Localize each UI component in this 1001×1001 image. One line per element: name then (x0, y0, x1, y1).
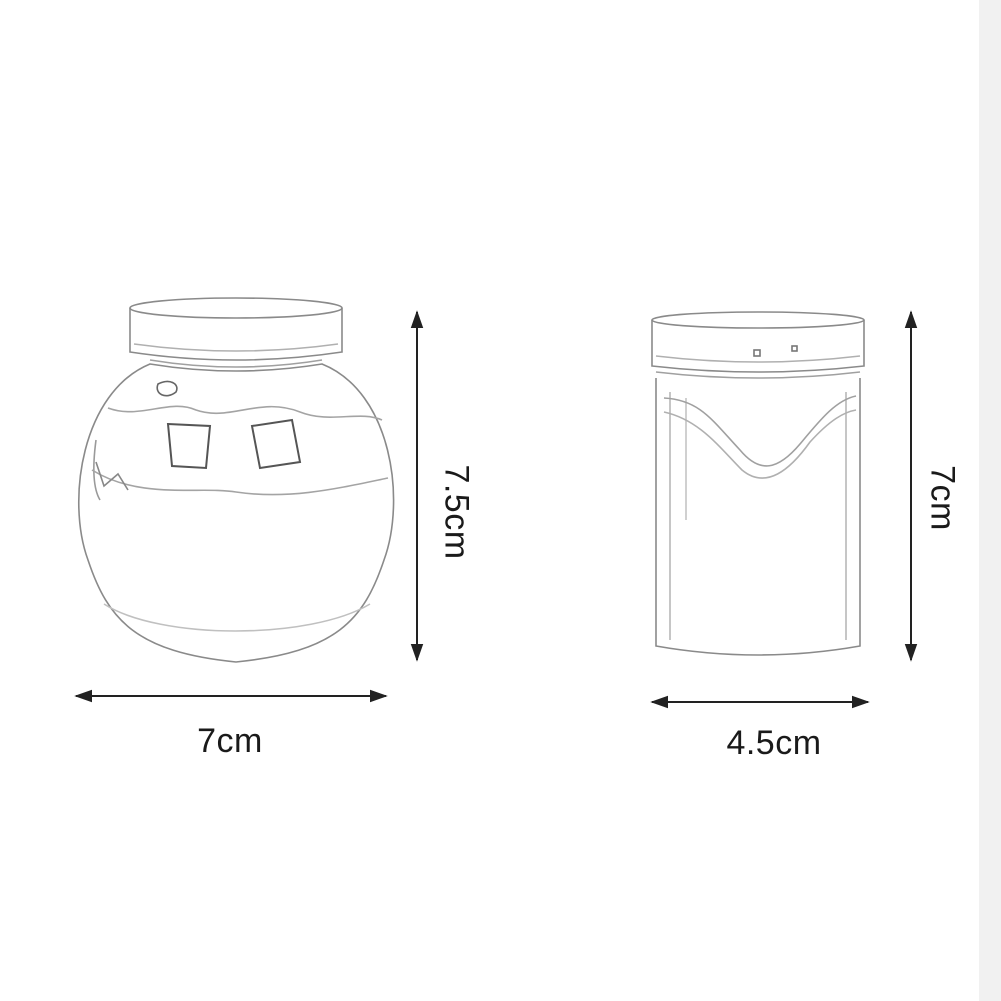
round-jar-width-label: 7cm (197, 722, 263, 760)
round-jar-lid (130, 298, 342, 367)
round-jar-illustration (79, 298, 394, 662)
cylinder-jar-lid (652, 312, 864, 378)
round-jar-body (79, 364, 394, 662)
round-jar-height-label: 7.5cm (437, 464, 476, 560)
cylinder-jar-body (656, 378, 860, 655)
cylinder-jar-illustration (652, 312, 864, 655)
cylinder-jar-width-label: 4.5cm (726, 724, 822, 762)
cylinder-jar-height-label: 7cm (923, 465, 962, 531)
